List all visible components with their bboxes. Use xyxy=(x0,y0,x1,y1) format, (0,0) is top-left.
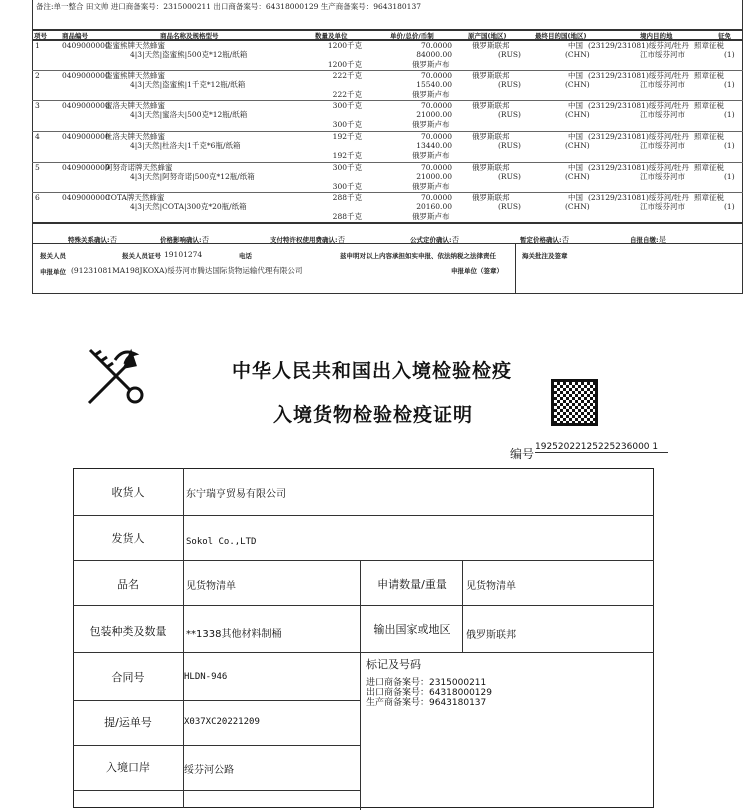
item-dest-code: (CHN) xyxy=(565,202,590,211)
item-currency: 俄罗斯卢布 xyxy=(412,90,450,99)
item-no: 5 xyxy=(35,163,40,172)
declarant-label: 报关人员 xyxy=(40,252,66,260)
unit-value: (91231081MA198JKOXA)绥芬河市腾达国际货物运输代理有限公司 xyxy=(71,266,303,275)
mark-line: 生产商备案号：9643180137 xyxy=(366,698,487,708)
item-dest-code: (CHN) xyxy=(565,110,590,119)
mark-line: 进口商备案号：2315000211 xyxy=(366,678,487,688)
item-domestic: (23129/231081)绥芬河/牡丹 xyxy=(588,41,689,50)
confirm-label: 公式定价确认: xyxy=(410,236,452,244)
goods-value: 见货物清单 xyxy=(186,581,236,592)
item-no: 6 xyxy=(35,193,40,202)
item-origin: 俄罗斯联邦 xyxy=(472,132,510,141)
marks-label: 标记及号码 xyxy=(366,658,421,671)
item-total: 21000.00 xyxy=(416,110,452,119)
item-code: 0409000000 xyxy=(62,41,110,50)
remark: 备注:单一整合 田文帅 进口商备案号：2315000211 出口商备案号：64318000129 生产商备案号：9643180137 xyxy=(36,2,421,11)
item-origin: 俄罗斯联邦 xyxy=(472,101,510,110)
qr-code-icon xyxy=(551,379,598,426)
consignee-label: 收货人 xyxy=(111,486,145,499)
item-duty2: (1) xyxy=(724,172,735,181)
confirm-value: 否 xyxy=(337,235,346,244)
item-duty: 照章征税 xyxy=(694,193,724,202)
item-currency: 俄罗斯卢布 xyxy=(412,182,450,191)
item-name: 蜜洛夫牌天然蜂蜜 xyxy=(105,101,165,110)
confirm-value: 否 xyxy=(561,235,570,244)
packing-label: 包装种类及数量 xyxy=(89,625,167,638)
item-code: 0409000000 xyxy=(62,71,110,80)
item-name: COTA牌天然蜂蜜 xyxy=(105,193,165,202)
mark-line: 出口商备案号：64318000129 xyxy=(366,688,492,698)
item-qty2: 1200千克 xyxy=(327,60,362,69)
item-spec: 4|3|天然|盗蜜熊|1千克*12瓶/纸箱 xyxy=(130,80,246,89)
statement: 兹申明对以上内容承担如实申报、依法纳税之法律责任 xyxy=(340,252,496,260)
item-currency: 俄罗斯卢布 xyxy=(412,60,450,69)
item-origin-code: (RUS) xyxy=(498,110,521,119)
item-duty2: (1) xyxy=(724,80,735,89)
item-total: 84000.00 xyxy=(416,50,452,59)
confirm-value: 是 xyxy=(658,235,667,244)
item-domestic2: 江市绥芬河市 xyxy=(640,172,685,181)
item-no: 1 xyxy=(35,41,40,50)
item-domestic2: 江市绥芬河市 xyxy=(640,80,685,89)
confirm-label: 自报自缴: xyxy=(630,236,659,244)
item-qty2: 300千克 xyxy=(332,120,362,129)
item-origin-code: (RUS) xyxy=(498,202,521,211)
cert-no: 19252022125225236000 1 xyxy=(535,442,668,453)
item-dest-code: (CHN) xyxy=(565,80,590,89)
item-dest: 中国 xyxy=(568,101,583,110)
item-spec: 4|3|天然|COTA|300克*20瓶/纸箱 xyxy=(130,202,247,211)
column-header: 单价/总价/币制 xyxy=(390,32,434,40)
port-value: 绥芬河公路 xyxy=(184,765,234,776)
item-duty: 照章征税 xyxy=(694,163,724,172)
item-dest: 中国 xyxy=(568,41,583,50)
item-domestic2: 江市绥芬河市 xyxy=(640,202,685,211)
item-spec: 4|3|天然|蜜洛夫|500克*12瓶/纸箱 xyxy=(130,110,248,119)
item-name: 阿努奇诺牌天然蜂蜜 xyxy=(105,163,173,172)
item-total: 20160.00 xyxy=(416,202,452,211)
item-spec: 4|3|天然|杜洛夫|1千克*6瓶/纸箱 xyxy=(130,141,241,150)
item-qty: 300千克 xyxy=(332,101,362,110)
customs-note-label: 海关批注及签章 xyxy=(522,252,568,260)
item-origin: 俄罗斯联邦 xyxy=(472,71,510,80)
column-header: 征免 xyxy=(718,32,731,40)
item-total: 21000.00 xyxy=(416,172,452,181)
item-price: 70.0000 xyxy=(420,71,452,80)
item-domestic: (23129/231081)绥芬河/牡丹 xyxy=(588,163,689,172)
item-qty2: 288千克 xyxy=(332,212,362,221)
item-duty: 照章征税 xyxy=(694,101,724,110)
item-origin-code: (RUS) xyxy=(498,80,521,89)
country-value: 俄罗斯联邦 xyxy=(466,630,516,641)
cert-title-2: 入境货物检验检疫证明 xyxy=(273,404,474,426)
item-dest-code: (CHN) xyxy=(565,141,590,150)
qty-value: 见货物清单 xyxy=(466,581,516,592)
item-currency: 俄罗斯卢布 xyxy=(412,151,450,160)
packing-value: **1338其他材料制桶 xyxy=(186,629,282,640)
item-name: 杜洛夫牌天然蜂蜜 xyxy=(105,132,165,141)
item-code: 0409000000 xyxy=(62,101,110,110)
port-label: 入境口岸 xyxy=(106,761,150,774)
item-origin-code: (RUS) xyxy=(498,172,521,181)
item-qty: 288千克 xyxy=(332,193,362,202)
item-dest: 中国 xyxy=(568,193,583,202)
item-domestic: (23129/231081)绥芬河/牡丹 xyxy=(588,71,689,80)
item-no: 3 xyxy=(35,101,40,110)
contract-label: 合同号 xyxy=(111,671,145,684)
declarant-id: 19101274 xyxy=(164,250,203,259)
item-duty2: (1) xyxy=(724,50,735,59)
item-price: 70.0000 xyxy=(420,132,452,141)
column-header: 原产国(地区) xyxy=(468,32,507,40)
item-domestic2: 江市绥芬河市 xyxy=(640,50,685,59)
confirm-label: 暂定价格确认: xyxy=(520,236,562,244)
bl-value: X037XC20221209 xyxy=(184,717,260,727)
country-label: 输出国家或地区 xyxy=(373,623,451,636)
confirm-label: 支付特许权使用费确认: xyxy=(270,236,338,244)
consignee-value: 东宁瑞亨贸易有限公司 xyxy=(186,489,286,500)
confirm-value: 否 xyxy=(109,235,118,244)
column-header: 数量及单位 xyxy=(315,32,348,40)
item-total: 15540.00 xyxy=(416,80,452,89)
item-duty: 照章征税 xyxy=(694,41,724,50)
item-spec: 4|3|天然|盗蜜熊|500克*12瓶/纸箱 xyxy=(130,50,248,59)
item-name: 盗蜜熊牌天然蜂蜜 xyxy=(105,41,165,50)
confirm-label: 价格影响确认: xyxy=(160,236,202,244)
item-origin-code: (RUS) xyxy=(498,50,521,59)
item-price: 70.0000 xyxy=(420,193,452,202)
item-no: 4 xyxy=(35,132,40,141)
column-header: 商品名称及规格型号 xyxy=(160,32,219,40)
item-origin: 俄罗斯联邦 xyxy=(472,41,510,50)
item-dest: 中国 xyxy=(568,163,583,172)
item-total: 13440.00 xyxy=(416,141,452,150)
item-qty2: 300千克 xyxy=(332,182,362,191)
column-header: 最终目的国(地区) xyxy=(535,32,587,40)
item-name: 盗蜜熊牌天然蜂蜜 xyxy=(105,71,165,80)
bl-label: 提/运单号 xyxy=(104,716,152,729)
confirm-value: 否 xyxy=(201,235,210,244)
item-dest: 中国 xyxy=(568,71,583,80)
phone-label: 电话 xyxy=(239,252,252,260)
item-duty2: (1) xyxy=(724,110,735,119)
item-domestic: (23129/231081)绥芬河/牡丹 xyxy=(588,193,689,202)
contract-value: HLDN-946 xyxy=(184,672,228,682)
item-currency: 俄罗斯卢布 xyxy=(412,120,450,129)
column-header: 项号 xyxy=(34,32,47,40)
item-price: 70.0000 xyxy=(420,101,452,110)
confirm-label: 特殊关系确认: xyxy=(68,236,110,244)
unit-label: 申报单位 xyxy=(40,268,66,276)
item-duty: 照章征税 xyxy=(694,71,724,80)
item-domestic: (23129/231081)绥芬河/牡丹 xyxy=(588,132,689,141)
qty-label: 申请数量/重量 xyxy=(377,578,447,591)
column-header: 境内目的地 xyxy=(640,32,673,40)
item-price: 70.0000 xyxy=(420,41,452,50)
item-qty2: 222千克 xyxy=(332,90,362,99)
item-code: 0409000000 xyxy=(62,132,110,141)
cert-title-1: 中华人民共和国出入境检验检疫 xyxy=(232,360,513,382)
item-price: 70.0000 xyxy=(420,163,452,172)
consignor-label: 发货人 xyxy=(111,532,145,545)
ciq-emblem-icon xyxy=(85,345,147,405)
consignor-value: Sokol Co.,LTD xyxy=(186,537,257,547)
item-dest: 中国 xyxy=(568,132,583,141)
item-no: 2 xyxy=(35,71,40,80)
item-qty: 300千克 xyxy=(332,163,362,172)
marks-list xyxy=(366,678,492,708)
item-duty2: (1) xyxy=(724,141,735,150)
seal-label: 申报单位（签章） xyxy=(451,267,503,275)
item-qty: 222千克 xyxy=(332,71,362,80)
column-header: 商品编号 xyxy=(62,32,88,40)
item-currency: 俄罗斯卢布 xyxy=(412,212,450,221)
item-duty2: (1) xyxy=(724,202,735,211)
item-origin-code: (RUS) xyxy=(498,141,521,150)
item-dest-code: (CHN) xyxy=(565,172,590,181)
item-origin: 俄罗斯联邦 xyxy=(472,193,510,202)
item-spec: 4|3|天然|阿努奇诺|500克*12瓶/纸箱 xyxy=(130,172,255,181)
item-qty: 1200千克 xyxy=(327,41,362,50)
item-domestic2: 江市绥芬河市 xyxy=(640,110,685,119)
item-domestic: (23129/231081)绥芬河/牡丹 xyxy=(588,101,689,110)
cert-no-label: 编号 xyxy=(510,447,535,461)
item-duty: 照章征税 xyxy=(694,132,724,141)
item-code: 0409000000 xyxy=(62,193,110,202)
item-qty: 192千克 xyxy=(332,132,362,141)
item-dest-code: (CHN) xyxy=(565,50,590,59)
item-domestic2: 江市绥芬河市 xyxy=(640,141,685,150)
item-qty2: 192千克 xyxy=(332,151,362,160)
goods-label: 品名 xyxy=(117,578,139,591)
item-origin: 俄罗斯联邦 xyxy=(472,163,510,172)
declarant-id-label: 报关人员证号 xyxy=(122,252,161,260)
item-code: 0409000000 xyxy=(62,163,110,172)
confirm-value: 否 xyxy=(451,235,460,244)
